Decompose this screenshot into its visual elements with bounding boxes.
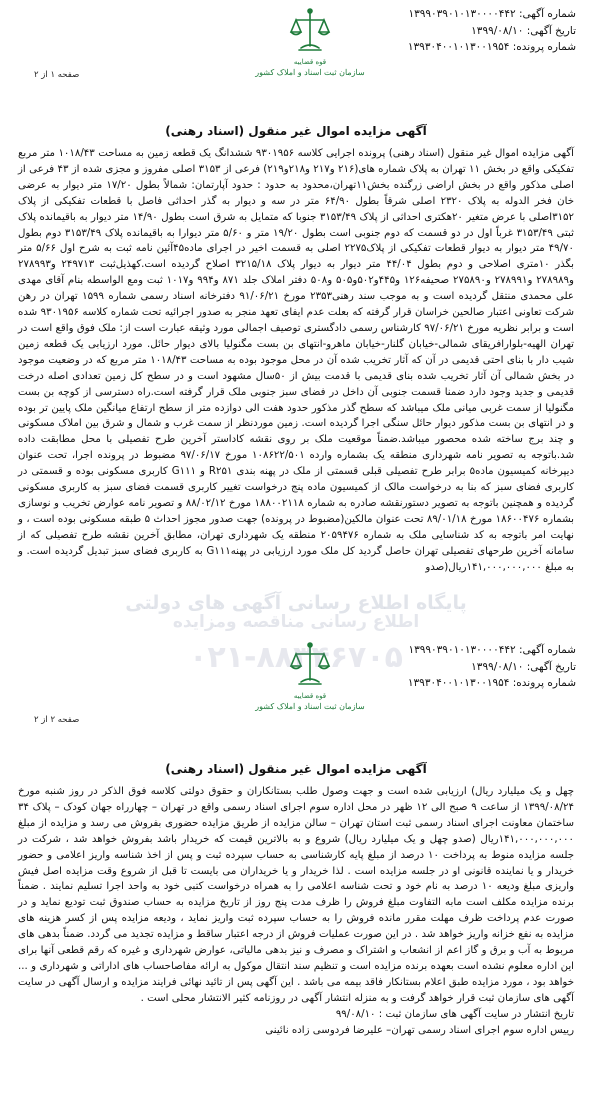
file-number: شماره پرونده: ۱۳۹۳۰۴۰۰۱۰۱۳۰۰۱۹۵۴ <box>407 677 576 689</box>
signature: رییس اداره سوم اجرای اسناد رسمی تهران– علیرضا فردوسی زاده نائینی <box>265 1024 574 1036</box>
ad-number: شماره آگهی: ۱۳۹۹۰۳۹۰۱۰۱۳۰۰۰۰۴۴۲ <box>408 8 576 20</box>
notice-title: آگهی مزایده اموال غیر منقول (اسناد رهنی) <box>165 762 427 776</box>
ad-number: شماره آگهی: ۱۳۹۹۰۳۹۰۱۰۱۳۰۰۰۰۴۴۲ <box>408 644 576 656</box>
scales-of-justice-icon <box>287 6 333 58</box>
page-number: صفحه ۲ از ۲ <box>34 715 80 725</box>
notice-meta <box>408 6 576 56</box>
scales-of-justice-icon <box>287 640 333 692</box>
watermark-text-1: پایگاه اطلاع رسانی آگهی های دولتی <box>125 592 467 614</box>
notice-title: آگهی مزایده اموال غیر منقول (اسناد رهنی) <box>165 124 427 138</box>
judiciary-emblem <box>235 6 385 77</box>
file-number: شماره پرونده: ۱۳۹۳۰۴۰۰۱۰۱۳۰۰۱۹۵۴ <box>407 41 576 53</box>
page-number: صفحه ۱ از ۲ <box>34 70 80 80</box>
judiciary-emblem <box>235 640 385 711</box>
publish-date: تاریخ انتشار در سایت آگهی های سازمان ثبت : ۹۹/۰۸/۱۰ <box>335 1008 574 1020</box>
emblem-caption: قوه قضاییه <box>293 692 327 700</box>
ad-date: تاریخ آگهی: ۱۳۹۹/۰۸/۱۰ <box>471 660 576 673</box>
emblem-caption: قوه قضاییه <box>293 58 327 66</box>
watermark-phone: ۰۲۱-۸۸۳۴۶۷۰۵ <box>189 640 403 675</box>
notice-body-text: چهل و یک میلیارد ریال) ارزیابی شده است و جهت وصول طلب بستانکاران و حقوق دولتی کلاسه فوق الذکر در روز شنبه مورخ ۱۳۹۹/۰۸/۲۴ از ساعت ۹ صبح الی ۱۲ ظهر در محل اداره سوم اجرای اسناد رسمی واقع در تهران – چهارراه جهان کودک – پلاک ۳۴ ساختمان معاونت اجرای اسناد رسمی ثبت استان تهران – سالن مزایده از طریق مزایده حضوری بفروش می رسد و مزایده از مبلغ ۱۴۱,۰۰۰,۰۰۰,۰۰۰ریال (صدو چهل و یک میلیارد ریال) شروع و به بالاترین قیمت که خریدار باشد بفروش خواهد شد ، شرکت در جلسه مزایده منوط به پرداخت ۱۰ درصد از مبلغ پایه کارشناسی به حساب سپرده ثبت و پس از اخذ شناسه واریز اعلامی و حضور خریدار و یا نماینده قانونی او در جلسه مزایده است . لذا خریدار و یا خریداران می بایست تا قبل از شروع وقت مزایده اصل فیش واریزی مبلغ ودیعه ۱۰ درصد به نام خود و تحت شناسه اعلامی را به همراه درخواست کتبی خود به واحد اجرا تسلیم نمایند . ضمناً برنده مزایده مکلف است مابه التفاوت مبلغ فروش را ظرف مدت پنج روز از تاریخ مزایده به حساب صندوق ثبت تودیع نماید و در صورت عدم پرداخت ظرف مهلت مقرر مانده فروش را به حساب سپرده ثبت واریز نماید ، ودیعه مزایده پس از کسر هزینه های مزایده به نفع خزانه واریز خواهد شد . در این صورت عملیات فروش از درجه اعتبار ساقط و مزایده تجدید می گردد. ضمناً بدهی های مربوط به آب و برق و گاز اعم از انشعاب و اشتراک و مصرف و نیز بدهی مالیاتی، عوارض شهرداری و غیره که رقم قطعی آنها برای این اداره معلوم نشده است بعهده برنده مزایده است و تنظیم سند انتقال موکول به ارائه مفاصاحساب های اداراتی و شهرداری و ... خواهد بود ، مورد مزایده طبق اعلام بستانکار فاقد بیمه می باشد . این آگهی پس از تائید نهائی فرایند مزایده و ارسال آگهی در سایت آگهی های سازمان ثبت قرار خواهد گرفت و به منزله انتشار آگهی در روزنامه کثیر الانتشار محلی است . <box>18 786 575 1004</box>
ad-date: تاریخ آگهی: ۱۳۹۹/۰۸/۱۰ <box>471 24 576 37</box>
org-name: سازمان ثبت اسناد و املاک کشور <box>255 702 365 711</box>
notice-body-text: آگهی مزایده اموال غیر منقول (اسناد رهنی) پرونده اجرایی کلاسه ۹۳۰۱۹۵۶ ششدانگ یک قطعه زمین به مساحت ۱۰۱۸/۴۳ متر مربع تفکیکی واقع در بخش ۱۱ تهران به پلاک شماره های(۲۱۶ و۲۱۷ و۲۱۸و۲۱۹) فرعی از ۳۱۵۳ اصلی مفروز و مجزی شده از ۴۳ فرعی از اصلی مذکور واقع در بخش اراضی زرگنده بخش۱۱تهران،محدود به حدود : حدود آپارتمان: شمالاً بطول ۱۷/۲۰ متر دیوار به عرضی خان فخر الدوله به پلاک ۲۳۲۰ اصلی شرقاً بطول ۶۴/۹۰ متر در سه و دیوار به گذر احداثی فاصل با قطعات تفکیکی از پلاک ۳۱۵۲اصلی با عرض متغیر ۲۰هکتری احداثی از پلاک ۳۱۵۳/۴۹ جنوبا که متمایل به شرق است بطول ۱۴/۹۰ متر دیوار به باقیمانده پلاک ثبتی ۳۱۵۳/۴۹ غرباً اول در دو قسمت که دوم جنوبی است بطول ۱۹/۲۰ متر و ۵/۶۰ متر دیوارا به باقیمانده پلاک ۳۱۵۳/۴۹ دوم بطول ۴۹/۷۰ متر دیوار به دیوار قطعات تفکیکی از پلاک۲۲۷۵ اصلی به قسمت اخیر در اجرای ماده۴۵آئین نامه ثبت به شرح اول ۵/۶۶ متر بگذر ۱۰متری اصلاحی و دوم بطول ۴۴/۰۴ متر دیوار به دیوار پلاک ۳۲۱۵/۱۸ اصلاح گردیده است.کهذیل‌ثبت ۲۴۹۷۱۳ و۲۷۸۹۹۳ و۲۷۸۹۸۹ و۲۷۸۹۹۱ و۲۷۵۸۹۰ صحیفه۱۲۶ و۴۴۵و۵۰۲و۵۰۵ و۵۰۸ دفتر املاک جلد ۸۷۱ و۹۹۴ و۱۰۱۷ ثبت ومع الواسطه بنام آقای مهدی علی محمدی منتقل گردیده است و به موجب سند رهنی۲۳۵۳ مورخ ۹۱/۰۶/۲۱ دفترخانه اسناد رسمی شماره ۱۵۹۹ تهران در رهن شرکت تعاونی اعتبار صالحین خراسان قرار گرفته که بعلت عدم ایفای تعهد منجر به صدور اجرائیه تحت شماره کلاسه ۹۳۰۱۹۵۶ شده است و برابر نظریه مورخ ۹۷/۰۶/۲۱ کارشناس رسمی دادگستری توصیف اجمالی مورد وثیقه عبارت است از: ملک فوق واقع است در تهران الهیه-بلوارافریقای شمالی-خیابان گلنار-خیابان ماهرو-انتهای بن بست مگنولیا بالای دیوار حائل. مورد ارزیابی یک قطعه زمین شیب دار با بنای احتی قدیمی در آن که آثار تخریب شده آن در محل موجود بوده به مساحت ۱۰۱۸/۴۳ متر مربع که در وضعیت موجود در بخش شمالی آن آثار تخریب شده بنای قدیمی با قدمت بیش از ۵۰سال مشهود است و در سطح کل زمین تعدادی اصله درخت قدیمی و جدید وجود دارد ضمنا قسمت جنوبی آن داخل در فضای سبز جنوبی ملک قرار گرفته است.راه دسترسی از کوچه بن بست مگنولیا از سمت غربی میانی ملک میباشد که سطح گذر مذکور حدود هفت الی دوازده متر از سطح ارتفاع میانگین ملک پایین تر بوده و در انتهای بن بست مذکور دیوار حائل سنگی اجرا گردیده است. زمین موردنظر از سمت غرب و شمال و شرق بین املاک مسکونی و چند برج ساخته شده محصور میباشد.ضمناً موقعیت ملک بر روی نقشه کاداستر آخرین طرح تفصیلی با محل مطابقت داده شد.باتوجه به تصویر نامه شهرداری منطقه یک بشماره وارده ۱۰۸۶۲۲/۵۰۱ مورخ ۹۷/۰۶/۱۷ مضبوط در پرونده اجرا، تحت عنوان دیپرخانه کمیسیون ماده۵ برابر طرح تفصیلی قبلی قسمتی از ملک در پهنه بندی R۲۵۱ و G۱۱۱ کاربری مسکونی بوده و قسمتی در کاربری فضای سبز که بنا به درخواست مالک از کمیسیون ماده پنج درخواست تغییر کاربری قسمت فضای سبز به کاربری مسکونی گردیده و همچنین باتوجه به تصویر دستورنقشه صادره به شماره ۱۸۸۰۰۲۱۱۸ مورخ ۸۸/۰۲/۱۲ و تصویر نامه عوارض تخریب و نوسازی بشماره ۱۸۶۰۰۴۷۶ مورخ ۸۹/۰۱/۱۸ تحت عنوان مالکین(مضبوط در پرونده) جهت صدور مجوز احداث ۵ طبقه مسکونی بوده است ، و نهایت امر باتوجه به کد شناسایی ملک به شماره ۲۰۵۹۴۷۶ منطقه یک شهرداری تهران، مطابق آخرین نقشه طرح تفصیلی که از سامانه آخرین طرحهای تفصیلی تهران حاصل گردید کل ملک مورد ارزیابی در پهنهG۱۱۱ به کاربری فضای سبز تبدیل گردیده است. و به مبلغ ۱۴۱,۰۰۰,۰۰۰,۰۰۰ریال(صدو <box>18 148 575 573</box>
watermark-text-2: اطلاع رسانی مناقصه ومزایده <box>172 612 420 632</box>
notice-body <box>18 146 574 575</box>
notice-page-2 <box>0 632 592 1112</box>
notice-body <box>18 784 574 1039</box>
notice-meta <box>408 642 576 692</box>
org-name: سازمان ثبت اسناد و املاک کشور <box>255 68 365 77</box>
